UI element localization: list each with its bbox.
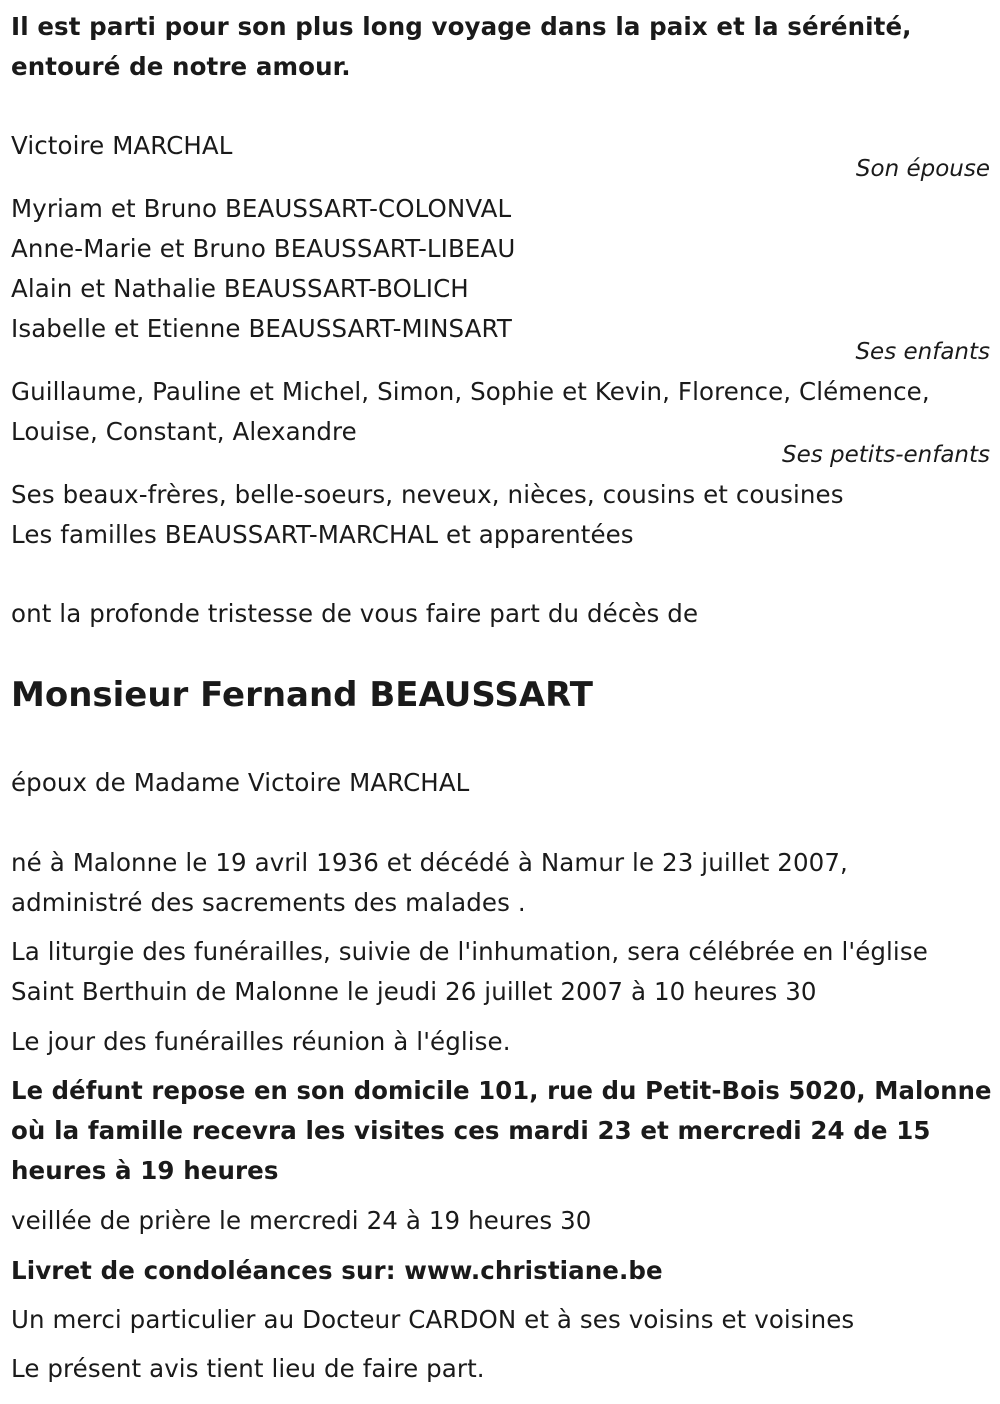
intro-line-2: entouré de notre amour.	[11, 52, 351, 81]
announcement-text: ont la profonde tristesse de vous faire part du décès de	[11, 599, 699, 628]
grandchildren-line-1: Guillaume, Pauline et Michel, Simon, Sophie et Kevin, Florence, Clémence,	[11, 377, 930, 406]
visitation-line-1: Le défunt repose en son domicile 101, rue du Petit-Bois 5020, Malonne	[11, 1076, 992, 1105]
thanks-text: Un merci particulier au Docteur CARDON et à ses voisins et voisines	[11, 1305, 855, 1334]
birth-death-line-1: né à Malonne le 19 avril 1936 et décédé à Namur le 23 juillet 2007,	[11, 848, 848, 877]
vigil-text: veillée de prière le mercredi 24 à 19 heures 30	[11, 1206, 592, 1235]
condolences-text: Livret de condoléances sur: www.christiane.be	[11, 1256, 663, 1285]
spouse-role: Son épouse	[855, 156, 990, 182]
deceased-spouse-line: époux de Madame Victoire MARCHAL	[11, 768, 470, 797]
child-line-4: Isabelle et Etienne BEAUSSART-MINSART	[11, 314, 512, 343]
funeral-line-2: Saint Berthuin de Malonne le jeudi 26 juillet 2007 à 10 heures 30	[11, 977, 817, 1006]
child-line-2: Anne-Marie et Bruno BEAUSSART-LIBEAU	[11, 234, 516, 263]
intro-line-1: Il est parti pour son plus long voyage dans la paix et la sérénité,	[11, 12, 912, 41]
visitation-line-2: où la famille recevra les visites ces mardi 23 et mercredi 24 de 15	[11, 1116, 931, 1145]
funeral-line-1: La liturgie des funérailles, suivie de l'inhumation, sera célébrée en l'église	[11, 937, 928, 966]
visitation-line-3: heures à 19 heures	[11, 1156, 279, 1185]
deceased-name: Monsieur Fernand BEAUSSART	[11, 675, 593, 715]
funeral-meeting: Le jour des funérailles réunion à l'église.	[11, 1027, 511, 1056]
child-line-3: Alain et Nathalie BEAUSSART-BOLICH	[11, 274, 469, 303]
relatives-line-1: Ses beaux-frères, belle-soeurs, neveux, nièces, cousins et cousines	[11, 480, 844, 509]
child-line-1: Myriam et Bruno BEAUSSART-COLONVAL	[11, 194, 512, 223]
relatives-line-2: Les familles BEAUSSART-MARCHAL et apparentées	[11, 520, 634, 549]
grandchildren-line-2: Louise, Constant, Alexandre	[11, 417, 357, 446]
spouse-name: Victoire MARCHAL	[11, 131, 233, 160]
grandchildren-role: Ses petits-enfants	[782, 442, 990, 468]
notice-text: Le présent avis tient lieu de faire part.	[11, 1354, 485, 1383]
children-role: Ses enfants	[855, 339, 990, 365]
birth-death-line-2: administré des sacrements des malades .	[11, 888, 526, 917]
